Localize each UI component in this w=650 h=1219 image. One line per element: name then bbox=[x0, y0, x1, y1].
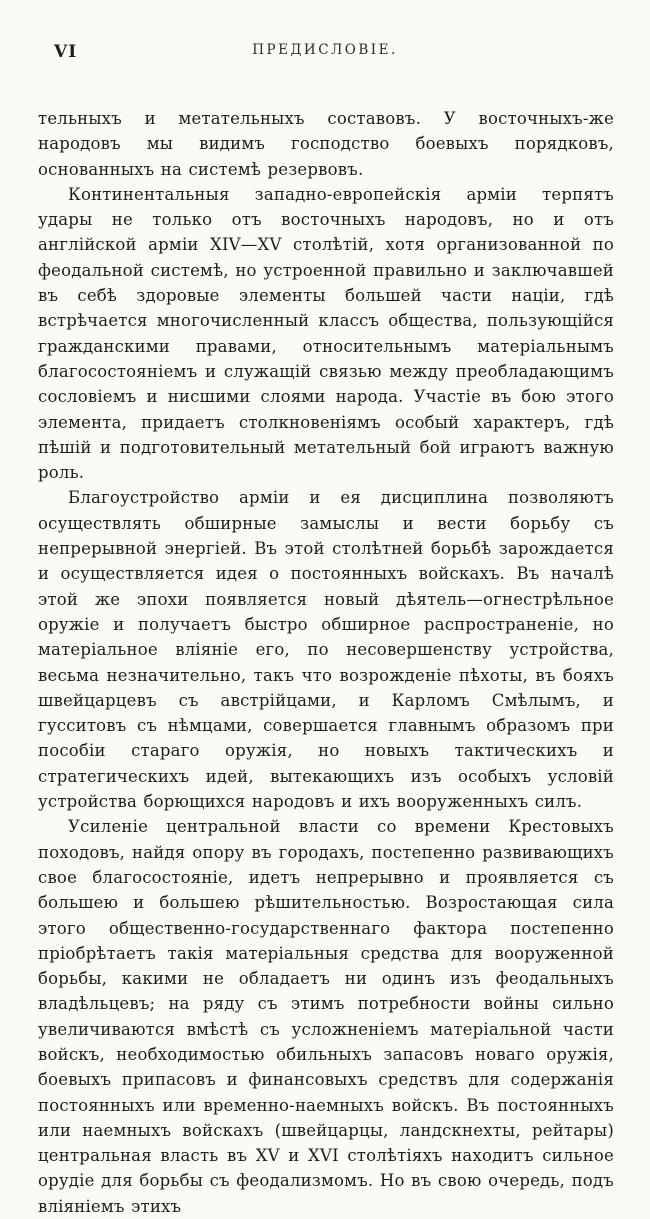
paragraph: Усиленіе центральной власти со времени Крестовыхъ походовъ, найдя опору въ городахъ, постепенно развивающихъ свое благосостояніе, идетъ непрерывно и проявляется съ большею и большею рѣшительностью. Возростающая сила этого общественно-государственнаго фактора постепенно пріобрѣтаетъ такія матеріальныя средства для вооруженной борьбы, какими не обладаетъ ни одинъ изъ феодальныхъ владѣльцевъ; на ряду съ этимъ потребности войны сильно увеличиваются вмѣстѣ съ усложненіемъ матеріальной части войскъ, необходимостью обильныхъ запасовъ новаго оружія, боевыхъ припасовъ и финансовыхъ средствъ для содержанія постоянныхъ или временно-наемныхъ войскъ. Въ постоянныхъ или наемныхъ войскахъ (швейцарцы, ландскнехты, рейтары) центральная власть въ XV и XVI столѣтіяхъ находитъ сильное орудіе для борьбы съ феодализмомъ. Но въ свою очередь, подъ вліяніемъ этихъ bbox=[38, 817, 614, 1216]
page-header bbox=[38, 42, 612, 64]
body-text bbox=[38, 106, 614, 1219]
paragraph: тельныхъ и метательныхъ составовъ. У восточныхъ-же народовъ мы видимъ господство боевыхъ порядковъ, основанныхъ на системѣ резервовъ. bbox=[38, 109, 614, 179]
running-title: ПРЕДИСЛОВІЕ. bbox=[252, 42, 398, 58]
paragraph: Благоустройство арміи и ея дисциплина позволяютъ осуществлять обширные замыслы и вести борьбу съ непрерывной энергіей. Въ этой столѣтней борьбѣ зарождается и осуществляется идея о постоянныхъ войскахъ. Въ началѣ этой же эпохи появляется новый дѣятель—огнестрѣльное оружіе и получаетъ быстро обширное распространеніе, но матеріальное вліяніе его, по несовершенству устройства, весьма незначительно, такъ что возрожденіе пѣхоты, въ бояхъ швейцарцевъ съ австрійцами, и Карломъ Смѣлымъ, и гусситовъ съ нѣмцами, совершается главнымъ образомъ при пособіи стараго оружія, но новыхъ тактическихъ и стратегическихъ идей, вытекающихъ изъ особыхъ условій устройства борющихся народовъ и ихъ вооруженныхъ силъ. bbox=[38, 488, 614, 812]
page-number: VI bbox=[54, 42, 78, 62]
paragraph: Континентальныя западно-европейскія арміи терпятъ удары не только отъ восточныхъ народовъ, но и отъ англійской арміи XIV—XV столѣтій, хотя организованной по феодальной системѣ, но устроенной правильно и заключавшей въ себѣ здоровые элементы большей части націи, гдѣ встрѣчается многочисленный классъ общества, пользующійся гражданскими правами, относительнымъ матеріальнымъ благосостояніемъ и служащій связью между преобладающимъ сословіемъ и нисшими слоями народа. Участіе въ бою этого элемента, придаетъ столкновеніямъ особый характеръ, гдѣ пѣшій и подготовительный метательный бой играютъ важную роль. bbox=[38, 184, 614, 483]
